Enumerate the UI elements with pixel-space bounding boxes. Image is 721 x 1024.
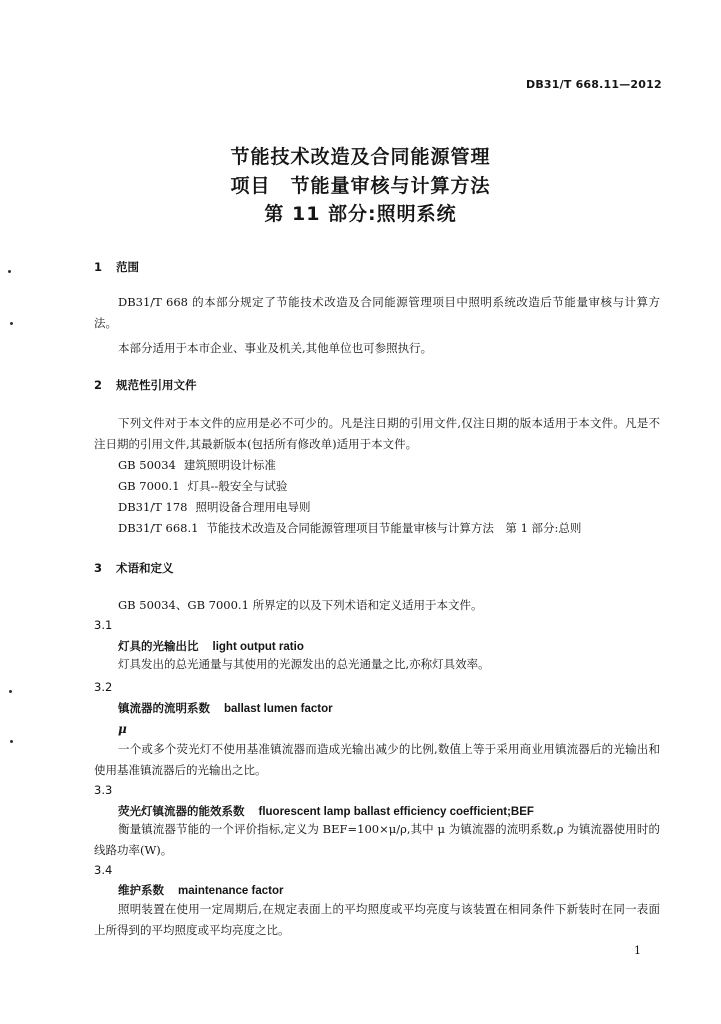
reference-item — [118, 499, 310, 515]
section-1-heading — [94, 259, 139, 275]
reference-code: DB31/T 668.1 — [118, 521, 199, 535]
term-zh: 维护系数 — [118, 883, 164, 897]
term-zh: 镇流器的流明系数 — [118, 701, 210, 715]
reference-name: 建筑照明设计标准 — [183, 458, 276, 472]
term-title — [118, 803, 534, 819]
scan-speck — [8, 270, 11, 273]
reference-item — [118, 520, 581, 536]
reference-item — [118, 457, 276, 473]
section-number: 1 — [94, 260, 103, 274]
section-number: 2 — [94, 378, 103, 392]
term-en: light output ratio — [212, 641, 304, 653]
section-2-heading — [94, 377, 197, 393]
term-definition: 灯具发出的总光通量与其使用的光源发出的总光通量之比,亦称灯具效率。 — [118, 657, 490, 671]
term-zh: 灯具的光输出比 — [118, 639, 199, 653]
section-title: 范围 — [116, 260, 139, 274]
reference-code: GB 7000.1 — [118, 479, 180, 493]
term-symbol: μ — [118, 722, 127, 736]
term-title — [118, 882, 283, 898]
term-number: 3.4 — [94, 863, 113, 877]
title-line-2: 项目 节能量审核与计算方法 — [230, 175, 491, 197]
section-title: 术语和定义 — [116, 561, 174, 575]
term-definition: 照明装置在使用一定周期后,在规定表面上的平均照度或平均亮度与该装置在相同条件下新装时在同一表面上所得到的平均照度或平均亮度之比。 — [94, 902, 660, 937]
term-zh: 荧光灯镇流器的能效系数 — [118, 804, 245, 818]
section-1-paragraph-1: DB31/T 668 的本部分规定了节能技术改造及合同能源管理项目中照明系统改造后节能量审核与计算方法。 — [94, 295, 660, 330]
scan-speck — [10, 322, 13, 325]
term-definition: 衡量镇流器节能的一个评价指标,定义为 BEF=100×μ/ρ,其中 μ 为镇流器的流明系数,ρ 为镇流器使用时的线路功率(W)。 — [94, 822, 660, 857]
term-title — [118, 700, 333, 716]
section-2-paragraph-1: 下列文件对于本文件的应用是必不可少的。凡是注日期的引用文件,仅注日期的版本适用于本文件。凡是不注日期的引用文件,其最新版本(包括所有修改单)适用于本文件。 — [94, 416, 660, 451]
title-line-3: 第 11 部分:照明系统 — [264, 203, 457, 225]
reference-item — [118, 478, 287, 494]
standard-code: DB31/T 668.11—2012 — [526, 78, 662, 91]
term-number: 3.1 — [94, 618, 113, 632]
scan-speck — [10, 740, 13, 743]
reference-name: 节能技术改造及合同能源管理项目节能量审核与计算方法 第 1 部分:总则 — [206, 521, 582, 535]
section-1-paragraph-2: 本部分适用于本市企业、事业及机关,其他单位也可参照执行。 — [118, 341, 433, 355]
reference-name: 灯具--般安全与试验 — [187, 479, 288, 493]
reference-code: DB31/T 178 — [118, 500, 188, 514]
reference-code: GB 50034 — [118, 458, 176, 472]
page-number: 1 — [634, 944, 641, 957]
term-en: ballast lumen factor — [224, 703, 333, 715]
term-definition: 一个或多个荧光灯不使用基准镇流器而造成光输出减少的比例,数值上等于采用商业用镇流器后的光输出和使用基准镇流器后的光输出之比。 — [94, 742, 660, 777]
scan-speck — [9, 690, 12, 693]
reference-name: 照明设备合理用电导则 — [195, 500, 311, 514]
term-title — [118, 638, 304, 654]
section-title: 规范性引用文件 — [116, 378, 197, 392]
title-line-1: 节能技术改造及合同能源管理 — [230, 146, 491, 168]
term-number: 3.2 — [94, 680, 113, 694]
section-number: 3 — [94, 561, 103, 575]
term-en: fluorescent lamp ballast efficiency coefficient;BEF — [258, 806, 534, 818]
term-en: maintenance factor — [178, 885, 284, 897]
section-3-heading — [94, 560, 174, 576]
term-number: 3.3 — [94, 783, 113, 797]
section-3-intro: GB 50034、GB 7000.1 所界定的以及下列术语和定义适用于本文件。 — [118, 598, 483, 612]
